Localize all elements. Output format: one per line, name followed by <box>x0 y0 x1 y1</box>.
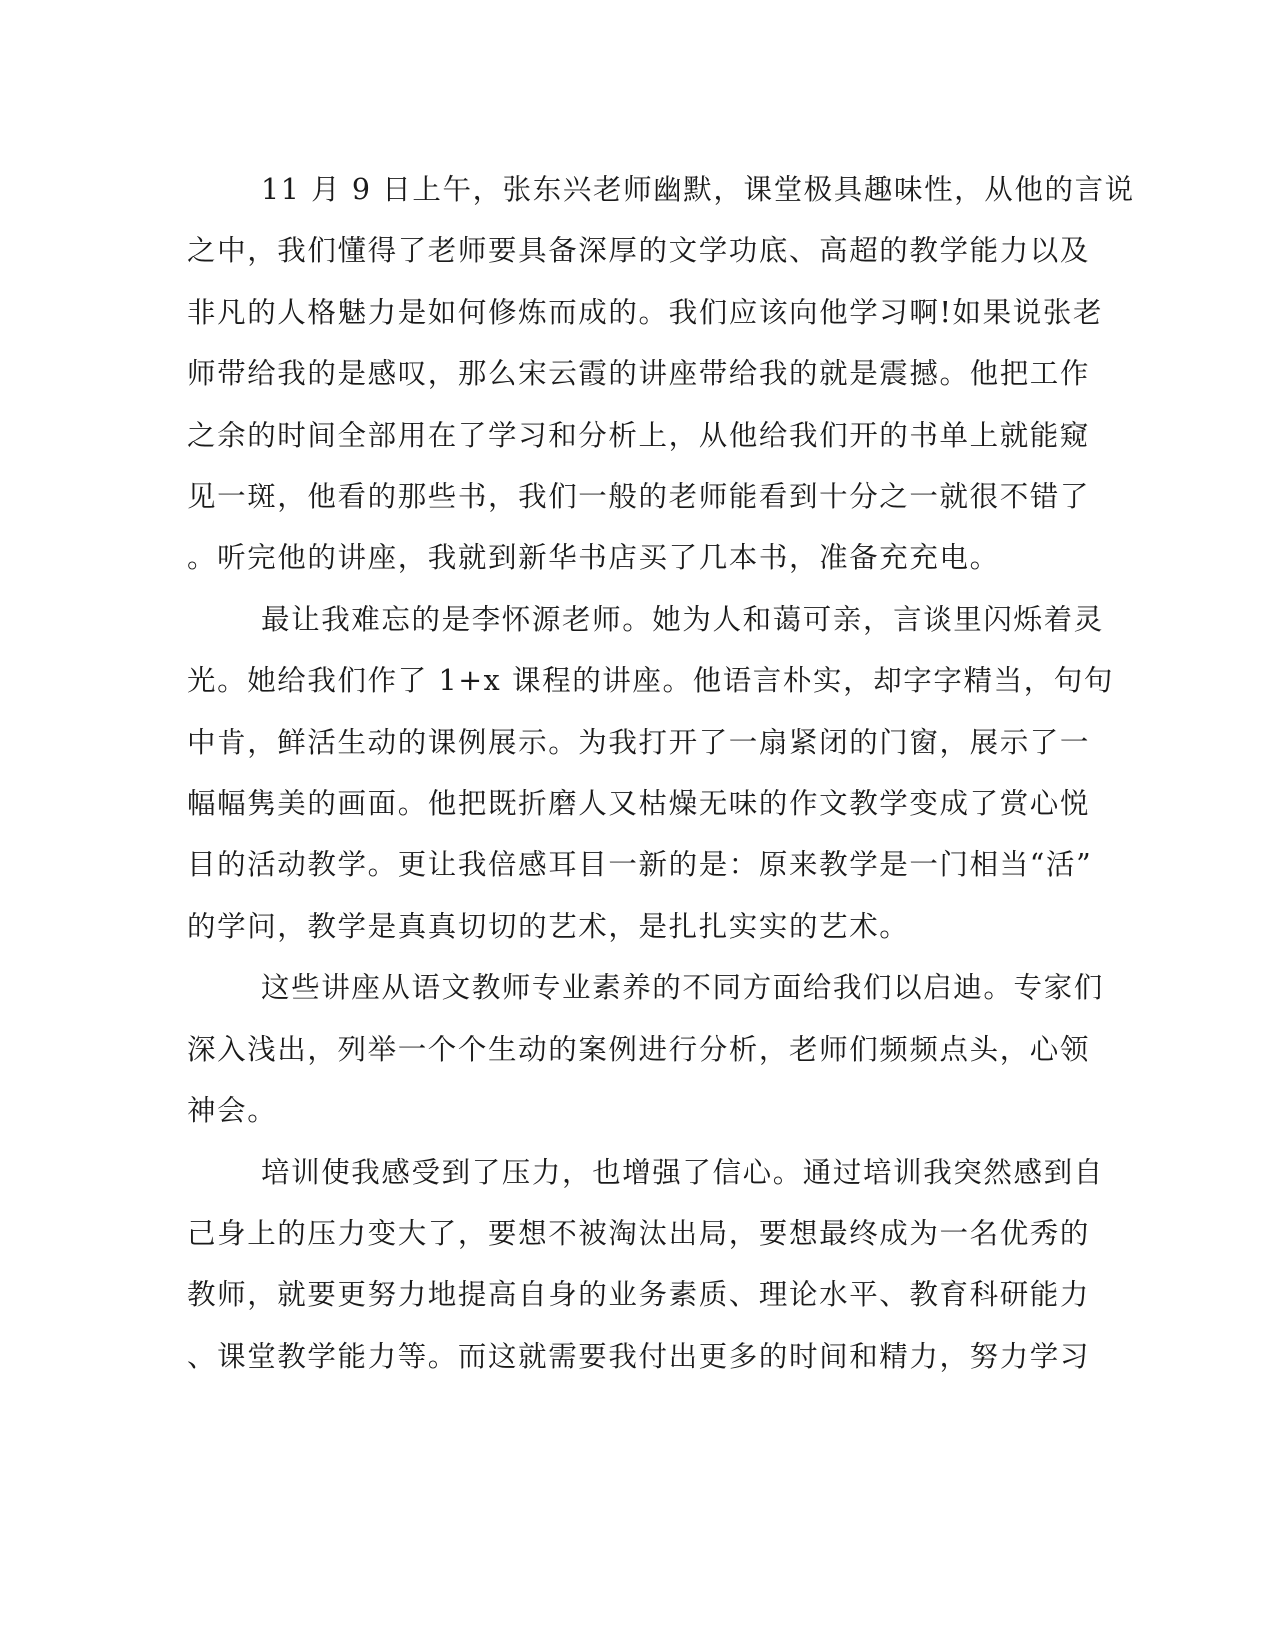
paragraph <box>187 589 1115 957</box>
paragraph <box>187 957 1104 1141</box>
text-line: 最让我难忘的是李怀源老师。她为人和蔼可亲，言谈里闪烁着灵 <box>261 602 1104 636</box>
body-text <box>187 159 1135 1387</box>
text-line: 非凡的人格魅力是如何修炼而成的。我们应该向他学习啊!如果说张老 <box>187 295 1104 329</box>
text-line: 幅幅隽美的画面。他把既折磨人又枯燥无味的作文教学变成了赏心悦 <box>187 787 1091 821</box>
text-line: 教师，就要更努力地提高自身的业务素质、理论水平、教育科研能力 <box>187 1278 1091 1312</box>
text-line: 光。她给我们作了 1+x 课程的讲座。他语言朴实，却字字精当，句句 <box>187 664 1115 698</box>
text-line: 这些讲座从语文教师专业素养的不同方面给我们以启迪。专家们 <box>261 971 1104 1005</box>
text-line: 11 月 9 日上午，张东兴老师幽默，课堂极具趣味性，从他的言说 <box>261 173 1135 206</box>
text-line: 培训使我感受到了压力，也增强了信心。通过培训我突然感到自 <box>261 1155 1104 1189</box>
text-line: 、课堂教学能力等。而这就需要我付出更多的时间和精力，努力学习 <box>187 1339 1091 1373</box>
text-line: 的学问，教学是真真切切的艺术，是扎扎实实的艺术。 <box>187 909 910 943</box>
text-line: 之余的时间全部用在了学习和分析上，从他给我们开的书单上就能窥 <box>187 418 1091 452</box>
text-line: 见一斑，他看的那些书，我们一般的老师能看到十分之一就很不错了 <box>187 480 1091 514</box>
paragraph <box>187 1142 1104 1388</box>
text-line: 中肯，鲜活生动的课例展示。为我打开了一扇紧闭的门窗，展示了一 <box>187 725 1091 759</box>
text-line: 神会。 <box>187 1094 278 1128</box>
paragraph <box>187 159 1135 589</box>
text-line: 之中，我们懂得了老师要具备深厚的文学功底、高超的教学能力以及 <box>187 234 1091 268</box>
text-line: 己身上的压力变大了，要想不被淘汰出局，要想最终成为一名优秀的 <box>187 1216 1091 1250</box>
text-line: 师带给我的是感叹，那么宋云霞的讲座带给我的就是震撼。他把工作 <box>187 357 1091 391</box>
text-line: 。听完他的讲座，我就到新华书店买了几本书，准备充充电。 <box>187 541 1000 575</box>
text-line: 目的活动教学。更让我倍感耳目一新的是：原来教学是一门相当“活” <box>187 848 1093 882</box>
text-line: 深入浅出，列举一个个生动的案例进行分析，老师们频频点头，心领 <box>187 1032 1091 1066</box>
